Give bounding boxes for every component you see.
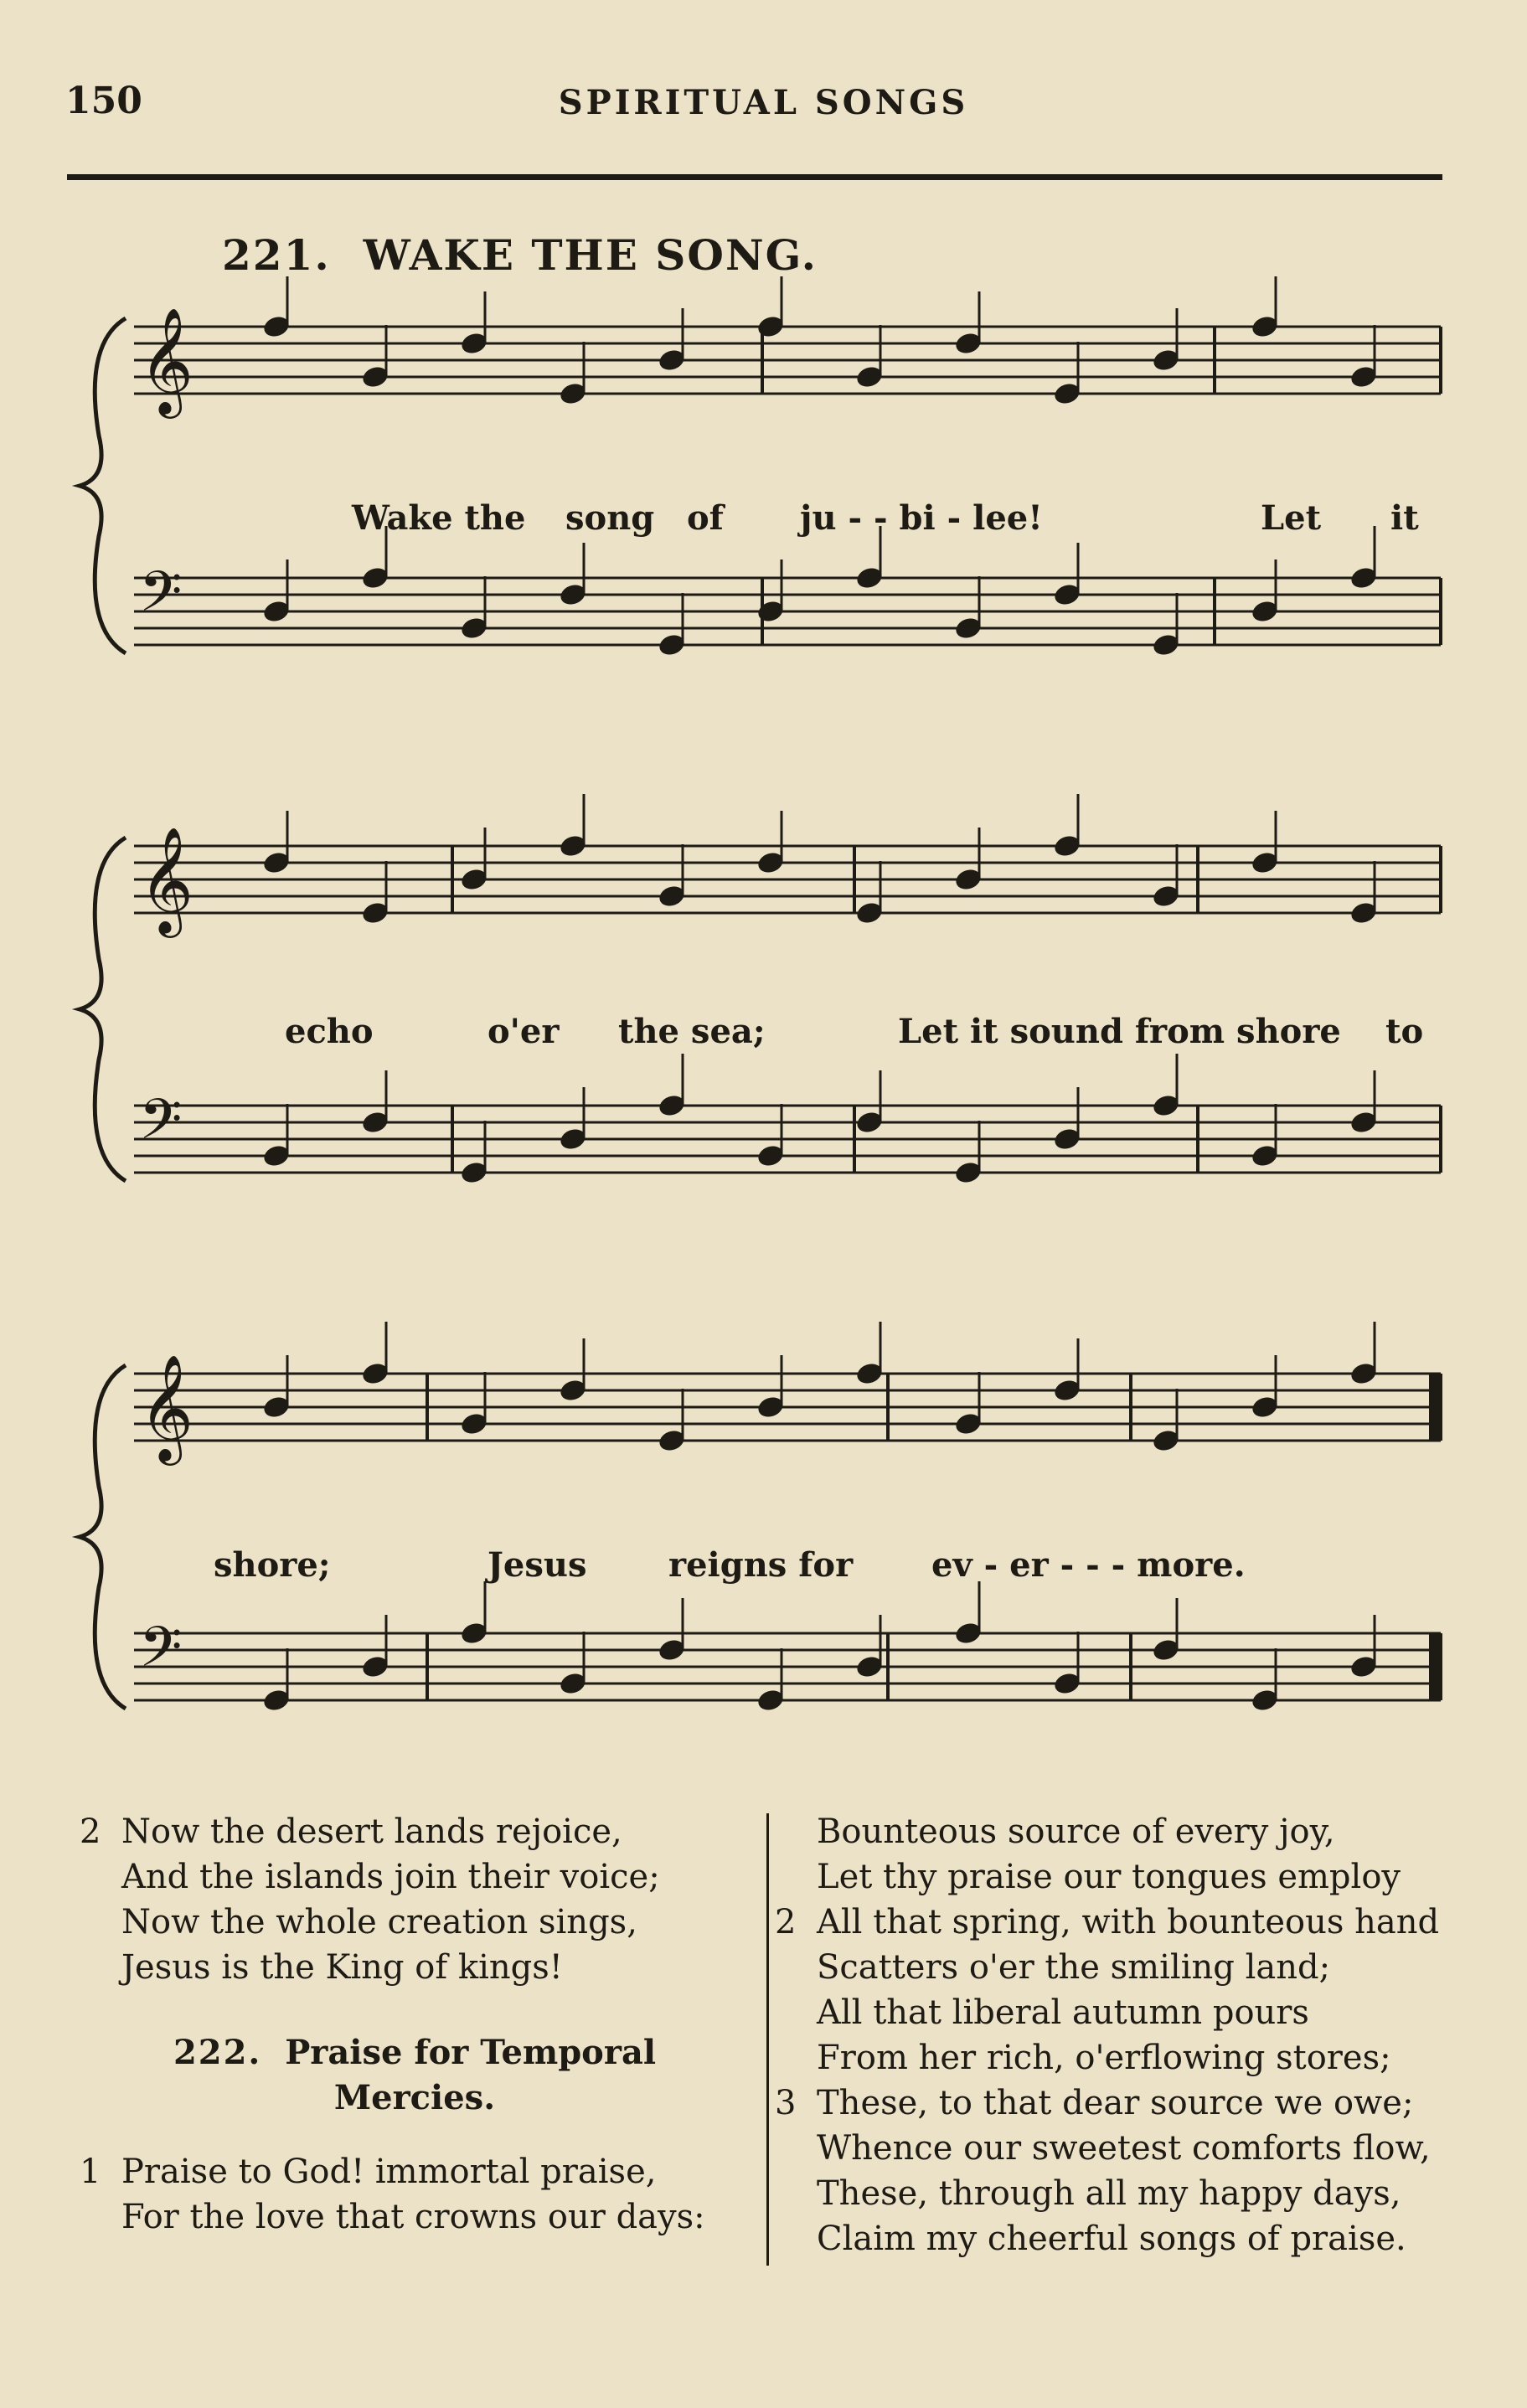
hymn-221-title: [222, 230, 818, 280]
verse-line: Now the whole creation sings,: [121, 1903, 637, 1941]
running-title: SPIRITUAL SONGS: [558, 83, 969, 122]
hymn-222-stanza-3: [775, 2081, 1478, 2261]
hymn-221-title-text: WAKE THE SONG.: [363, 230, 818, 280]
verse-text: These, to that dear source we owe;: [817, 2084, 1414, 2122]
verse-text: All that spring, with bounteous hand: [817, 1903, 1440, 1941]
stanza-number: 2: [80, 1812, 101, 1851]
verse-line: Claim my cheerful songs of praise.: [817, 2220, 1406, 2258]
brace-icon: [80, 318, 126, 653]
treble-clef-icon: 𝄞: [139, 1354, 194, 1461]
verse-line: Let thy praise our tongues employ: [817, 1858, 1401, 1896]
hymn-222-title: [80, 2030, 750, 2121]
left-column: [80, 1809, 750, 2240]
verse-line: [775, 2081, 1478, 2126]
lyric-echo: echo: [285, 1012, 374, 1051]
verse-text: Now the desert lands rejoice,: [121, 1812, 622, 1851]
lyric-oer: o'er: [488, 1012, 560, 1051]
verse-line: [775, 1900, 1478, 1945]
page-header: [0, 80, 1527, 130]
lyric-song: song: [565, 498, 655, 538]
lyric-let-it-sound: Let it sound from shore: [898, 1012, 1341, 1051]
bass-clef-icon: 𝄢: [139, 1087, 183, 1165]
lyric-evermore: ev - er - - - more.: [931, 1545, 1246, 1585]
lyric-of: of: [687, 498, 724, 538]
verse-line: From her rich, o'erflowing stores;: [817, 2039, 1391, 2077]
lyric-reigns-for: reigns for: [668, 1545, 854, 1585]
clefs: [139, 307, 193, 1693]
verse-line: Jesus is the King of kings!: [121, 1948, 563, 1987]
hymn-221-stanza-2: [80, 1809, 750, 1990]
verse-line: [80, 2149, 750, 2194]
lyric-the-sea: the sea;: [618, 1012, 766, 1051]
treble-clef-icon: 𝄞: [139, 826, 194, 933]
hymn-222-number: 222.: [173, 2033, 262, 2072]
bass-clef-icon: 𝄢: [139, 559, 183, 637]
lyric-jesus: Jesus: [488, 1545, 587, 1585]
hymn-221-number: 221.: [222, 230, 331, 280]
lyric-to: to: [1385, 1012, 1424, 1051]
hymn-222-stanza-2: [775, 1900, 1478, 2081]
right-column: [775, 1809, 1478, 2261]
system-braces: [80, 318, 126, 1709]
hymn-222-stanza-1-start: [80, 2149, 750, 2240]
final-barline: [1429, 1374, 1439, 1441]
verse-text: Praise to God! immortal praise,: [121, 2153, 657, 2191]
verse-line: Bounteous source of every joy,: [817, 1812, 1335, 1851]
verse-line: Scatters o'er the smiling land;: [817, 1948, 1331, 1987]
verse-line: All that liberal autumn pours: [817, 1993, 1309, 2032]
lyric-jubilee: ju - - bi - lee!: [800, 498, 1043, 538]
hymn-222-stanza-1-end: [775, 1809, 1478, 1900]
verses-section: [0, 1809, 1527, 2295]
hymn-222-title-line2: Mercies.: [333, 2078, 496, 2117]
hymn-222-title-line1: Praise for Temporal: [285, 2033, 657, 2072]
stanza-number: 2: [775, 1903, 797, 1941]
brace-icon: [80, 1365, 126, 1709]
stanza-number: 1: [80, 2153, 101, 2191]
treble-clef-icon: 𝄞: [139, 307, 194, 414]
lyric-let: Let: [1261, 498, 1322, 538]
lyric-it: it: [1390, 498, 1419, 538]
verse-line: These, through all my happy days,: [817, 2174, 1401, 2213]
page-number: 150: [65, 80, 142, 122]
lyric-shore: shore;: [214, 1545, 331, 1585]
lyric-wake-the: Wake the: [352, 498, 526, 538]
note-heads: [261, 276, 1379, 1713]
verse-line: For the love that crowns our days:: [121, 2198, 705, 2236]
header-rule: [67, 174, 1442, 180]
stanza-number: 3: [775, 2084, 797, 2122]
verse-line: [80, 1809, 750, 1854]
final-barline: [1429, 1633, 1439, 1700]
brace-icon: [80, 838, 126, 1181]
bass-clef-icon: 𝄢: [139, 1615, 183, 1693]
verse-line: Whence our sweetest comforts flow,: [817, 2129, 1431, 2168]
verse-line: And the islands join their voice;: [121, 1858, 660, 1896]
